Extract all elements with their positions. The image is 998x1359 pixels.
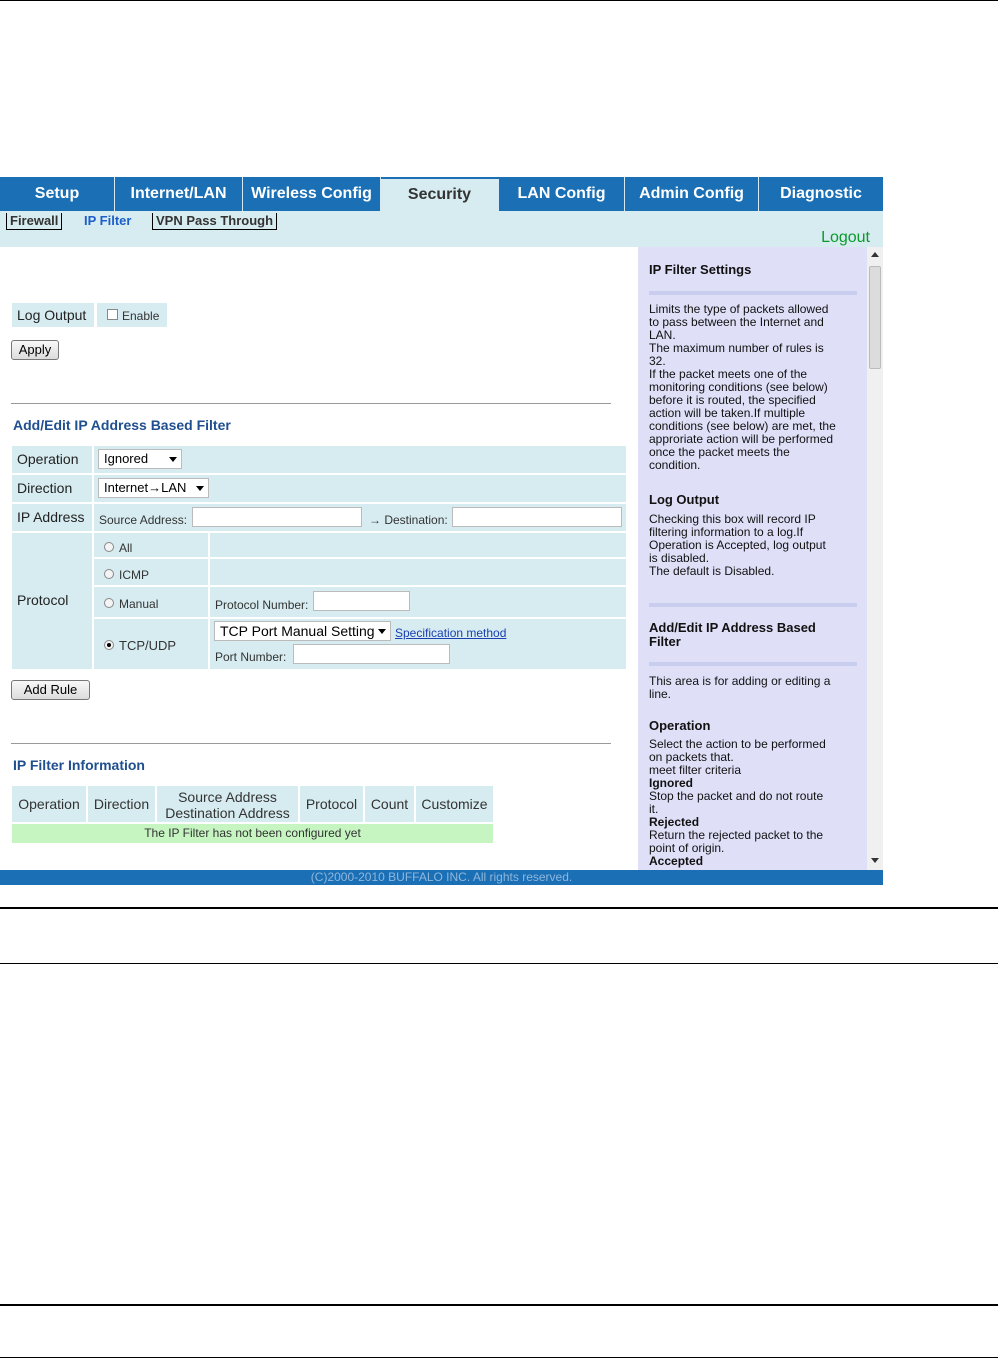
main-tabs xyxy=(0,177,883,211)
operation-label: Operation xyxy=(12,446,92,473)
protocol-label-text: Protocol xyxy=(17,592,69,608)
subtab-firewall[interactable]: Firewall xyxy=(6,213,62,230)
tab-security[interactable]: Security xyxy=(381,179,499,211)
source-address-label: Source Address: xyxy=(99,513,188,527)
header-direction: Direction xyxy=(88,786,155,822)
subtab-vpn-pass-through[interactable]: VPN Pass Through xyxy=(152,213,277,230)
help-title-add-edit: Add/Edit IP Address Based Filter xyxy=(649,620,816,649)
radio-all-label: All xyxy=(119,541,133,555)
sub-navigation xyxy=(0,211,883,247)
rule-upper-2 xyxy=(0,963,998,964)
help-text-operation: Select the action to be performed on packets that. meet filter criteria Ignored Stop the packet and do not route it. Rejected Return the rejected packet to the point of origin. Accepted xyxy=(649,738,861,868)
protocol-number-label: Protocol Number: xyxy=(215,598,309,612)
divider-2 xyxy=(11,743,611,744)
tab-internet-lan[interactable]: Internet/LAN xyxy=(115,177,243,211)
help-accepted: Accepted xyxy=(649,854,704,868)
protocol-icmp-extra xyxy=(210,559,626,585)
scroll-thumb[interactable] xyxy=(869,266,881,369)
tab-diagnostic[interactable]: Diagnostic xyxy=(780,185,862,202)
help-scrollbar[interactable] xyxy=(867,247,883,870)
log-enable-label: Enable xyxy=(122,309,160,323)
radio-tcpudp-label: TCP/UDP xyxy=(119,638,177,653)
operation-value: Ignored xyxy=(104,451,149,466)
help-separator xyxy=(649,603,857,607)
chevron-down-icon xyxy=(378,629,386,634)
chevron-down-icon xyxy=(169,457,177,462)
radio-tcpudp[interactable] xyxy=(104,640,114,650)
log-output-label: Log Output xyxy=(12,303,94,327)
apply-button[interactable]: Apply xyxy=(11,340,59,360)
add-edit-title: Add/Edit IP Address Based Filter xyxy=(13,417,231,433)
router-web-ui xyxy=(0,177,883,885)
scroll-down-icon[interactable] xyxy=(871,858,879,863)
help-panel xyxy=(638,247,867,870)
source-address-input[interactable] xyxy=(192,507,362,527)
copyright-footer: (C)2000-2010 BUFFALO INC. All rights reserved. xyxy=(0,870,883,885)
logout-link[interactable]: Logout xyxy=(821,229,870,246)
direction-select[interactable] xyxy=(98,478,209,498)
tab-setup[interactable]: Setup xyxy=(0,177,115,211)
ip-address-label: IP Address xyxy=(12,504,92,531)
help-text-log-output: Checking this box will record IP filtering information to a log.If Operation is Accepted, log output is disabled. The default is Disabled. xyxy=(649,512,826,578)
subtab-ip-filter[interactable]: IP Filter xyxy=(84,213,132,228)
rule-lower-2 xyxy=(0,1357,998,1358)
destination-label: → Destination: xyxy=(369,513,448,527)
header-protocol: Protocol xyxy=(300,786,363,822)
help-title-operation: Operation xyxy=(649,718,711,733)
header-operation: Operation xyxy=(12,786,86,822)
help-ignored: Ignored xyxy=(649,776,693,790)
specification-method-link[interactable]: Specification method xyxy=(395,626,507,640)
protocol-all-extra xyxy=(210,533,626,557)
help-text-add-edit: This area is for adding or editing a line. xyxy=(649,674,831,701)
tab-admin-config[interactable]: Admin Config xyxy=(625,177,759,211)
radio-manual[interactable] xyxy=(104,598,114,608)
help-separator xyxy=(649,662,857,666)
info-title: IP Filter Information xyxy=(13,757,145,773)
header-customize: Customize xyxy=(416,786,493,822)
direction-label: Direction xyxy=(12,475,92,502)
empty-filter-message: The IP Filter has not been configured yet xyxy=(12,824,493,843)
port-setting-value: TCP Port Manual Setting xyxy=(220,623,375,639)
protocol-number-input[interactable] xyxy=(313,591,410,611)
port-setting-select[interactable] xyxy=(214,621,391,641)
scroll-up-icon[interactable] xyxy=(871,252,879,257)
header-addresses xyxy=(157,786,298,822)
add-rule-button[interactable]: Add Rule xyxy=(11,680,90,700)
log-enable-checkbox[interactable] xyxy=(107,309,118,320)
port-number-label: Port Number: xyxy=(215,650,287,664)
port-number-input[interactable] xyxy=(293,644,450,664)
help-text-ip-filter: Limits the type of packets allowed to pass between the Internet and LAN. The maximum number of rules is 32. If the packet meets one of the monitoring conditions (see below) before it is routed, the specified action will be taken.If multiple conditions (see below) are met, the approriate action will be performed once the packet meets the condition. xyxy=(649,302,836,472)
log-output-cell xyxy=(97,303,167,327)
tab-wireless-config[interactable]: Wireless Config xyxy=(243,177,381,211)
rule-upper-1 xyxy=(0,907,998,909)
chevron-down-icon xyxy=(196,486,204,491)
header-count: Count xyxy=(365,786,414,822)
radio-manual-label: Manual xyxy=(119,597,159,611)
tab-lan-config[interactable]: LAN Config xyxy=(499,177,625,211)
header-source: Source Address xyxy=(178,789,277,805)
help-rejected: Rejected xyxy=(649,815,700,829)
divider-1 xyxy=(11,403,611,404)
help-title-log-output: Log Output xyxy=(649,492,720,507)
header-destination: Destination Address xyxy=(165,805,290,821)
help-title-ip-filter: IP Filter Settings xyxy=(649,262,752,277)
direction-value: Internet→LAN xyxy=(104,480,187,495)
radio-icmp[interactable] xyxy=(104,569,114,579)
rule-lower-1 xyxy=(0,1304,998,1306)
radio-all[interactable] xyxy=(104,542,114,552)
operation-select[interactable] xyxy=(98,449,182,469)
help-separator xyxy=(649,291,857,295)
radio-icmp-label: ICMP xyxy=(119,568,149,582)
top-rule xyxy=(0,0,998,1)
destination-address-input[interactable] xyxy=(452,507,622,527)
main-content xyxy=(0,247,638,870)
